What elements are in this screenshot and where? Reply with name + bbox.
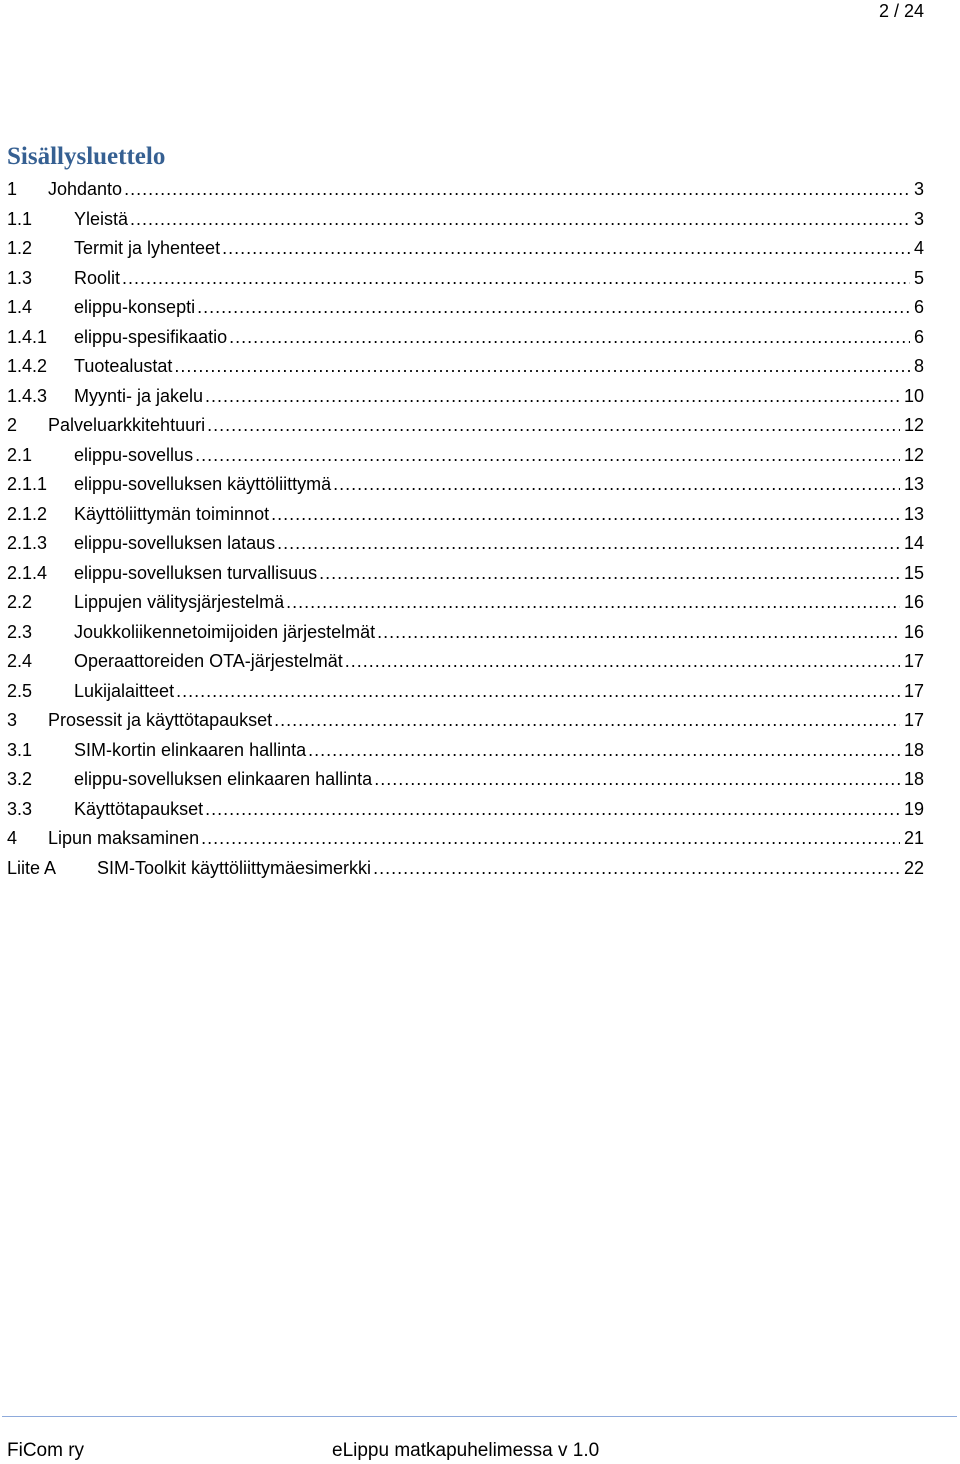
page-number: 2 / 24 (878, 1, 924, 21)
toc-entry-label: Palveluarkkitehtuuri (48, 415, 206, 435)
toc-entry-number: 1 (7, 179, 18, 199)
toc-entry-number: 2.1.4 (7, 562, 48, 583)
toc-dot-leader (197, 293, 910, 323)
toc-dot-leader (130, 205, 910, 235)
toc-entry-label: Johdanto (48, 179, 123, 199)
toc-entry-label: SIM-kortin elinkaaren hallinta (74, 739, 307, 760)
toc-entry[interactable] (7, 765, 924, 795)
toc-entry-label: elippu-sovelluksen turvallisuus (74, 562, 318, 583)
toc-entry[interactable] (7, 706, 924, 736)
toc-entry-label: Yleistä (74, 208, 129, 229)
toc-entry-page: 17 (903, 680, 924, 701)
toc-dot-leader (222, 234, 910, 264)
toc-entry-page: 13 (903, 474, 924, 494)
toc-entry-number: 2.3 (7, 621, 33, 642)
toc-dot-leader (274, 706, 900, 736)
toc-entry[interactable] (7, 205, 924, 235)
toc-entry-number: 2 (7, 415, 18, 435)
toc-entry-label: Lukijalaitteet (74, 680, 175, 701)
toc-entry-label: Tuotealustat (74, 356, 173, 376)
toc-dot-leader (176, 677, 900, 707)
toc-dot-leader (205, 382, 900, 412)
footer-organization: FiCom ry (7, 1440, 85, 1461)
toc-entry-label: Prosessit ja käyttötapaukset (48, 710, 273, 730)
toc-entry[interactable] (7, 647, 924, 677)
toc-entry-label: Käyttöliittymän toiminnot (74, 503, 270, 524)
toc-dot-leader (271, 500, 900, 530)
toc-title: Sisällysluettelo (7, 143, 166, 170)
toc-entry[interactable] (7, 323, 924, 353)
toc-entry-number: 2.4 (7, 651, 33, 671)
toc-entry-page: 19 (903, 798, 924, 819)
toc-entry[interactable] (7, 264, 924, 294)
toc-entry-number: 3.3 (7, 798, 33, 819)
toc-entry[interactable] (7, 441, 924, 471)
toc-entry-number: 4 (7, 828, 18, 848)
toc-entry-label: Lippujen välitysjärjestelmä (74, 592, 285, 612)
toc-dot-leader (286, 588, 900, 618)
toc-entry-number: 2.1 (7, 444, 33, 465)
toc-dot-leader (207, 411, 900, 441)
toc-dot-leader (373, 854, 900, 884)
toc-entry[interactable] (7, 795, 924, 825)
toc-dot-leader (277, 529, 900, 559)
toc-entry-page: 10 (903, 385, 924, 406)
toc-entry[interactable] (7, 293, 924, 323)
toc-dot-leader (374, 765, 900, 795)
toc-entry-page: 16 (903, 621, 924, 642)
toc-entry-label: Joukkoliikennetoimijoiden järjestelmät (74, 621, 376, 642)
toc-entry[interactable] (7, 529, 924, 559)
toc-entry-page: 17 (903, 651, 924, 671)
footer-document-title: eLippu matkapuhelimessa v 1.0 (332, 1440, 600, 1461)
toc-entry[interactable] (7, 352, 924, 382)
toc-entry-label: elippu-sovellus (74, 444, 194, 465)
toc-entry-label: Roolit (74, 267, 121, 288)
toc-entry-number: 1.2 (7, 238, 33, 258)
toc-entry-label: elippu-sovelluksen elinkaaren hallinta (74, 769, 373, 789)
toc-entry-page: 8 (913, 356, 924, 376)
toc-entry[interactable] (7, 500, 924, 530)
toc-entry-number: 1.4 (7, 297, 33, 317)
toc-entry[interactable] (7, 175, 924, 205)
toc-entry-label: elippu-sovelluksen käyttöliittymä (74, 474, 332, 494)
toc-entry-page: 18 (903, 769, 924, 789)
toc-entry-number: 2.1.2 (7, 503, 48, 524)
toc-entry[interactable] (7, 824, 924, 854)
toc-entry-label: Termit ja lyhenteet (74, 238, 221, 258)
toc-entry-page: 12 (903, 415, 924, 435)
toc-entry-page: 3 (913, 208, 924, 229)
toc-entry-number: 2.5 (7, 680, 33, 701)
toc-entry-label: Käyttötapaukset (74, 798, 204, 819)
toc-entry-label: Lipun maksaminen (48, 828, 200, 848)
toc-entry-number: 2.1.3 (7, 533, 48, 553)
toc-entry-page: 6 (913, 326, 924, 347)
toc-entry[interactable] (7, 559, 924, 589)
toc-entry[interactable] (7, 736, 924, 766)
toc-dot-leader (195, 441, 900, 471)
toc-entry-number: Liite A (7, 857, 57, 878)
toc-entry-number: 2.2 (7, 592, 33, 612)
toc-entry-number: 3 (7, 710, 18, 730)
toc-dot-leader (319, 559, 900, 589)
toc-dot-leader (333, 470, 900, 500)
toc-entry-number: 2.1.1 (7, 474, 48, 494)
toc-entry-label: elippu-konsepti (74, 297, 196, 317)
toc-entry-number: 1.4.1 (7, 326, 48, 347)
toc-entry-page: 15 (903, 562, 924, 583)
toc-entry[interactable] (7, 411, 924, 441)
toc-entry-number: 1.3 (7, 267, 33, 288)
toc-dot-leader (308, 736, 900, 766)
toc-entry-page: 17 (903, 710, 924, 730)
toc-dot-leader (124, 175, 910, 205)
toc-entry[interactable] (7, 618, 924, 648)
toc-entry-number: 3.2 (7, 769, 33, 789)
toc-dot-leader (122, 264, 910, 294)
toc-dot-leader (377, 618, 900, 648)
toc-dot-leader (201, 824, 900, 854)
toc-entry-label: Myynti- ja jakelu (74, 385, 204, 406)
toc-entry[interactable] (7, 677, 924, 707)
toc-dot-leader (174, 352, 910, 382)
toc-entry[interactable] (7, 470, 924, 500)
toc-entry-number: 1.4.2 (7, 356, 48, 376)
toc-dot-leader (205, 795, 900, 825)
toc-entry-page: 16 (903, 592, 924, 612)
toc-entry-page: 6 (913, 297, 924, 317)
toc-entry-page: 3 (913, 179, 924, 199)
toc-entry-label: SIM-Toolkit käyttöliittymäesimerkki (97, 857, 372, 878)
toc-entry-page: 5 (913, 267, 924, 288)
toc-entry[interactable] (7, 382, 924, 412)
toc-entry-page: 13 (903, 503, 924, 524)
toc-entry[interactable] (7, 234, 924, 264)
table-of-contents (7, 175, 924, 883)
toc-entry-number: 3.1 (7, 739, 33, 760)
toc-entry-page: 4 (913, 238, 924, 258)
toc-entry[interactable] (7, 854, 924, 884)
toc-dot-leader (345, 647, 900, 677)
toc-entry-page: 22 (903, 857, 924, 878)
toc-entry[interactable] (7, 588, 924, 618)
toc-dot-leader (229, 323, 910, 353)
footer-divider (2, 1416, 957, 1417)
toc-entry-page: 18 (903, 739, 924, 760)
toc-entry-number: 1.1 (7, 208, 33, 229)
toc-entry-label: Operaattoreiden OTA-järjestelmät (74, 651, 343, 671)
toc-entry-page: 21 (903, 828, 924, 848)
toc-entry-number: 1.4.3 (7, 385, 48, 406)
toc-entry-label: elippu-spesifikaatio (74, 326, 228, 347)
toc-entry-page: 12 (903, 444, 924, 465)
toc-entry-label: elippu-sovelluksen lataus (74, 533, 276, 553)
toc-entry-page: 14 (903, 533, 924, 553)
